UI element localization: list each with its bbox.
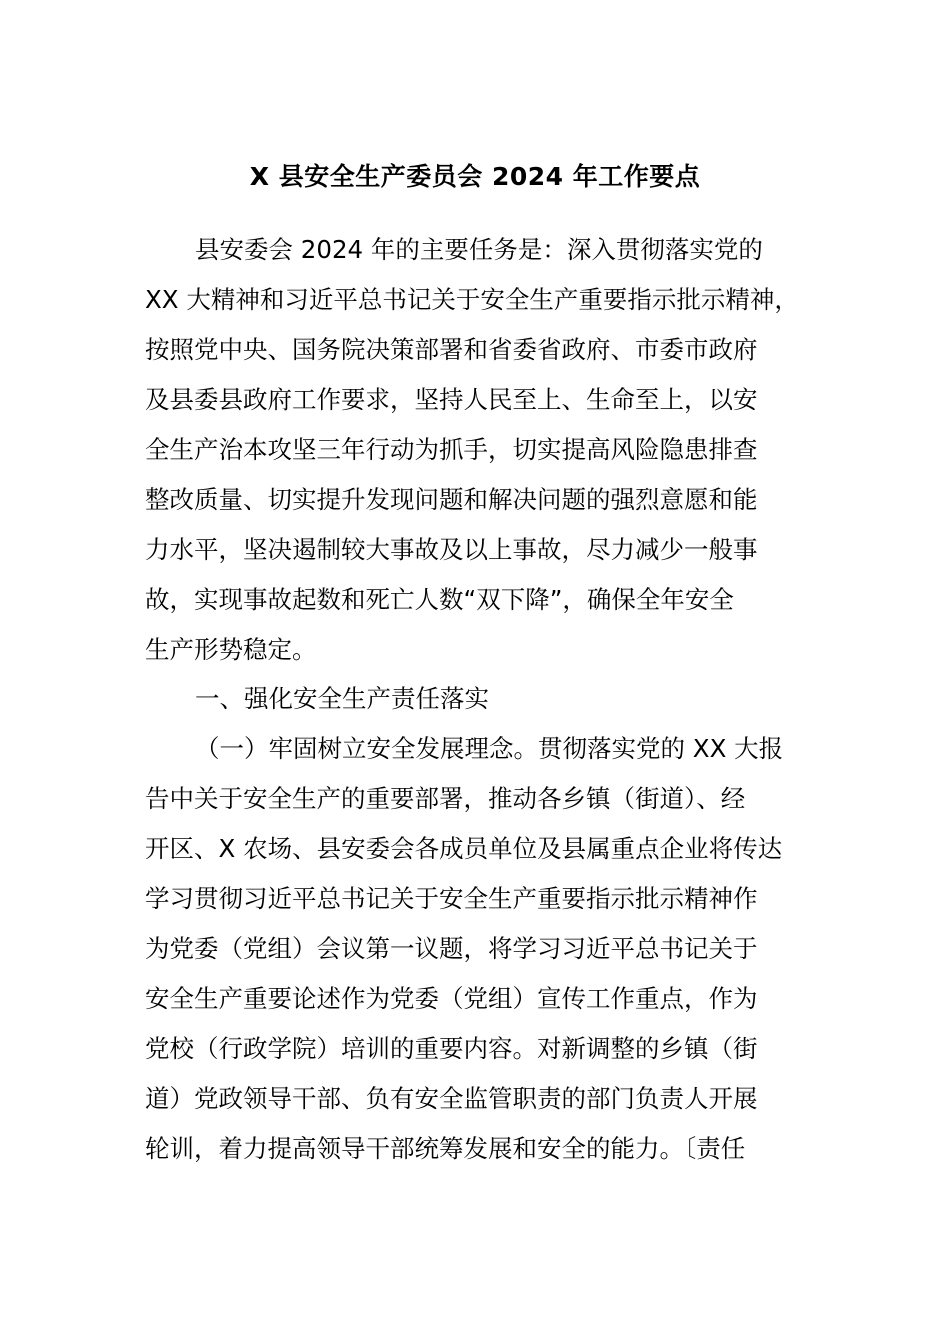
paragraph-3-line-9: 轮训，着力提高领导干部统筹发展和安全的能力。〔责任 [145, 1134, 746, 1163]
document-title: X 县安全生产委员会 2024 年工作要点 [249, 162, 701, 191]
paragraph-1-line-6: 整改质量、切实提升发现问题和解决问题的强烈意愿和能 [145, 485, 758, 514]
paragraph-3-line-3: 开区、X 农场、县安委会各成员单位及县属重点企业将传达 [145, 834, 783, 863]
paragraph-1-line-7: 力水平，坚决遏制较大事故及以上事故，尽力减少一般事 [145, 535, 758, 564]
paragraph-1-line-8: 故，实现事故起数和死亡人数“双下降”，确保全年安全 [145, 585, 734, 614]
paragraph-3-line-8: 道）党政领导干部、负有安全监管职责的部门负责人开展 [145, 1084, 758, 1113]
paragraph-1-line-1: 县安委会 2024 年的主要任务是：深入贯彻落实党的 [195, 235, 763, 264]
paragraph-3-line-4: 学习贯彻习近平总书记关于安全生产重要指示批示精神作 [145, 884, 758, 913]
paragraph-3-line-2: 告中关于安全生产的重要部署，推动各乡镇（街道）、经 [145, 784, 746, 813]
paragraph-1-line-5: 全生产治本攻坚三年行动为抓手，切实提高风险隐患排查 [145, 435, 758, 464]
paragraph-3-line-6: 安全生产重要论述作为党委（党组）宣传工作重点，作为 [145, 984, 758, 1013]
paragraph-1-line-9: 生产形势稳定。 [145, 635, 317, 664]
paragraph-1-line-4: 及县委县政府工作要求，坚持人民至上、生命至上，以安 [145, 385, 758, 414]
paragraph-3-line-7: 党校（行政学院）培训的重要内容。对新调整的乡镇（街 [145, 1034, 758, 1063]
section-heading-1: 一、强化安全生产责任落实 [195, 684, 489, 713]
paragraph-3-line-1: （一）牢固树立安全发展理念。贯彻落实党的 XX 大报 [195, 734, 784, 763]
paragraph-1-line-2: XX 大精神和习近平总书记关于安全生产重要指示批示精神， [145, 285, 799, 314]
paragraph-3-line-5: 为党委（党组）会议第一议题，将学习习近平总书记关于 [145, 934, 758, 963]
paragraph-1-line-3: 按照党中央、国务院决策部署和省委省政府、市委市政府 [145, 335, 758, 364]
